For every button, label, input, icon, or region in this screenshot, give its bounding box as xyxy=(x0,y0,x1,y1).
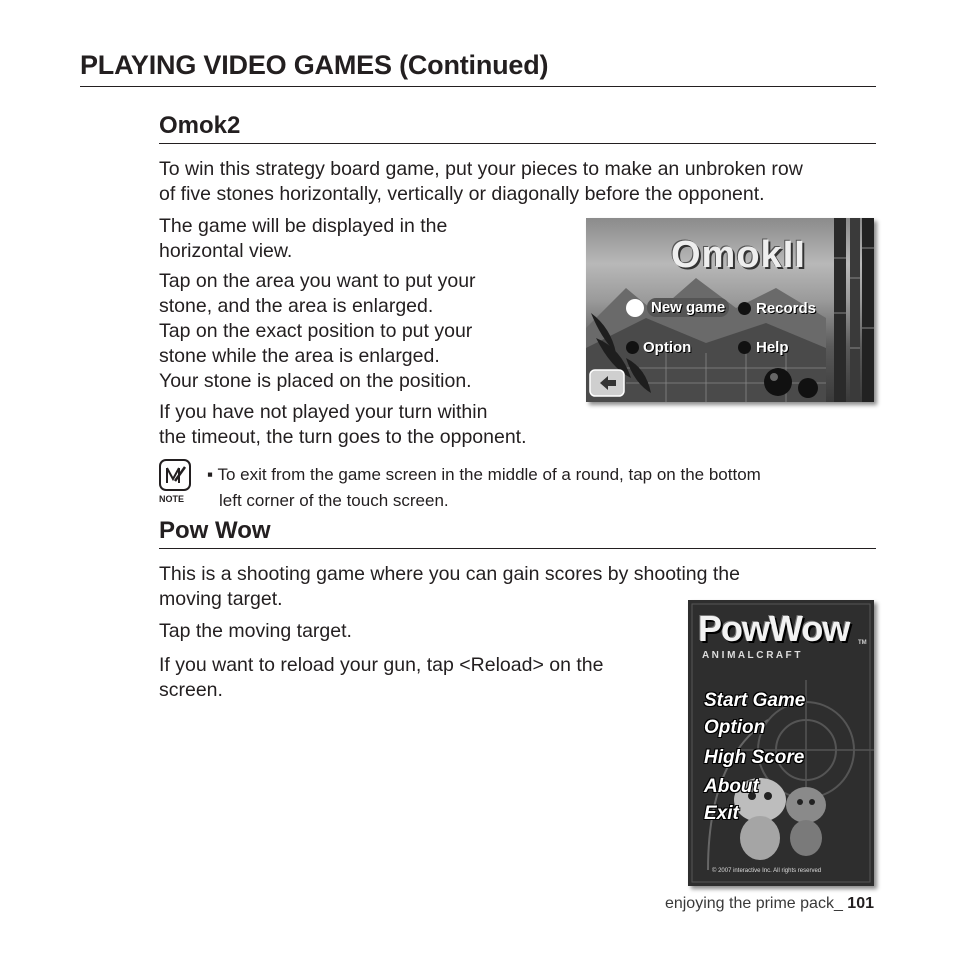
omok-p2-line: stone while the area is enlarged. xyxy=(159,345,440,367)
powwow-paragraph-1 xyxy=(159,562,740,612)
powwow-menu-option[interactable]: Option xyxy=(704,717,766,738)
omok-p2-line: Your stone is placed on the position. xyxy=(159,370,472,392)
omok-intro-line: of five stones horizontally, vertically or diagonally before the opponent. xyxy=(159,183,765,205)
note-line: ▪ To exit from the game screen in the middle of a round, tap on the bottom xyxy=(207,465,761,484)
omok-p3-line: If you have not played your turn within xyxy=(159,401,488,423)
omok-screenshot xyxy=(586,218,874,402)
omok-logo: OmokII xyxy=(671,234,806,276)
omok-p2-line: stone, and the area is enlarged. xyxy=(159,295,434,317)
title-rule xyxy=(80,86,876,87)
powwow-subtitle: A N I M A L C R A F T xyxy=(702,650,801,661)
menu-label: New game xyxy=(647,298,729,317)
black-stone-icon xyxy=(738,341,751,354)
powwow-heading: Pow Wow xyxy=(159,517,271,544)
omok-intro-line: To win this strategy board game, put your pieces to make an unbroken row xyxy=(159,158,803,180)
menu-label: Help xyxy=(756,339,789,356)
omok-p1-line: The game will be displayed in the xyxy=(159,215,448,237)
omok-menu-option[interactable] xyxy=(626,339,691,356)
omok-menu-records[interactable] xyxy=(738,300,816,317)
powwow-menu-exit[interactable]: Exit xyxy=(704,803,739,824)
omok-menu-help[interactable] xyxy=(738,339,789,356)
note-label: NOTE xyxy=(159,494,185,504)
footer-text: enjoying the prime pack_ xyxy=(664,895,843,912)
trademark-mark: TM xyxy=(858,640,867,646)
omok-paragraph-1 xyxy=(159,214,447,264)
powwow-paragraph-3 xyxy=(159,653,603,703)
powwow-screenshot xyxy=(688,600,874,886)
omok-paragraph-2 xyxy=(159,269,476,394)
menu-label: Records xyxy=(756,300,817,317)
powwow-heading-rule xyxy=(159,548,876,549)
page-footer xyxy=(665,895,874,913)
powwow-menu-high-score[interactable]: High Score xyxy=(704,747,805,768)
powwow-logo: PowWow xyxy=(698,608,850,649)
omok-menu-new-game[interactable] xyxy=(626,298,729,317)
powwow-menu-about[interactable]: About xyxy=(704,776,759,797)
powwow-paragraph-2: Tap the moving target. xyxy=(159,620,352,642)
powwow-copyright: © 2007 interactive Inc. All rights reserved xyxy=(712,868,822,874)
omok-p2-line: Tap on the exact position to put your xyxy=(159,320,473,342)
note-text xyxy=(207,462,761,514)
omok-heading-rule xyxy=(159,143,876,144)
powwow-p1-line: This is a shooting game where you can gain scores by shooting the xyxy=(159,563,741,585)
powwow-p3-line: If you want to reload your gun, tap <Reload> on the xyxy=(159,654,604,676)
omok-p2-line: Tap on the area you want to put your xyxy=(159,270,476,292)
white-stone-icon xyxy=(626,299,644,317)
omok-p1-line: horizontal view. xyxy=(159,240,293,262)
omok-paragraph-3 xyxy=(159,400,527,450)
powwow-p3-line: screen. xyxy=(159,679,223,701)
powwow-p1-line: moving target. xyxy=(159,588,283,610)
omok-p3-line: the timeout, the turn goes to the opponent. xyxy=(159,426,527,448)
note-line: left corner of the touch screen. xyxy=(219,491,449,510)
menu-label: Option xyxy=(643,339,692,356)
black-stone-icon xyxy=(738,302,751,315)
powwow-menu-start-game[interactable]: Start Game xyxy=(704,690,806,711)
page-number: 101 xyxy=(847,895,874,912)
page-title: PLAYING VIDEO GAMES (Continued) xyxy=(80,50,549,80)
black-stone-icon xyxy=(626,341,639,354)
omok-heading: Omok2 xyxy=(159,112,241,139)
omok-intro xyxy=(159,157,803,207)
note-icon xyxy=(159,459,191,491)
